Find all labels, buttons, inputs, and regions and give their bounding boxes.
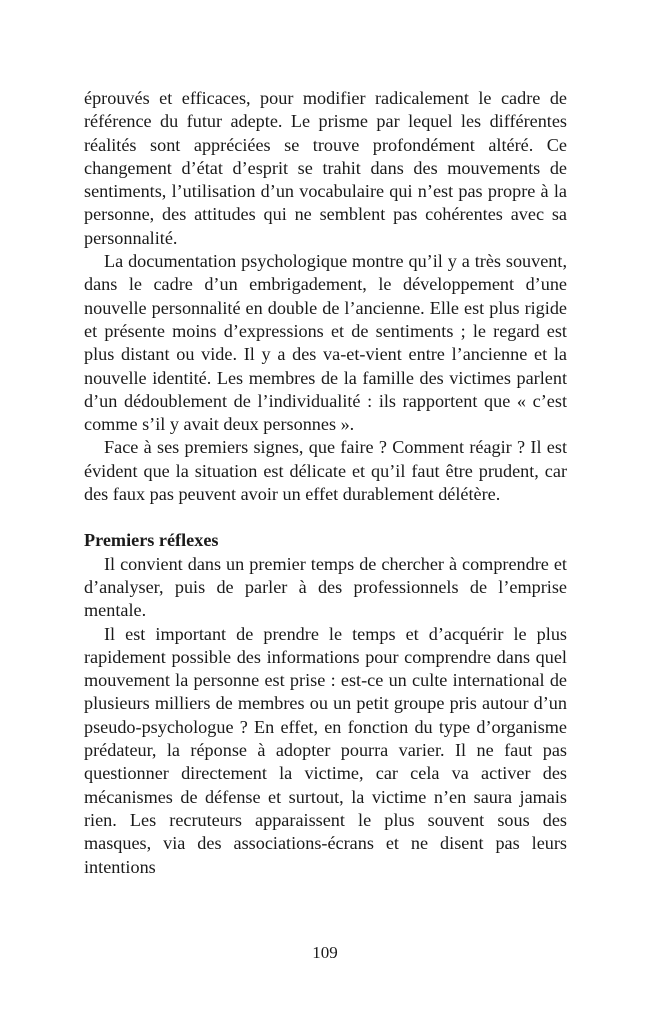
section-paragraph-1: Il convient dans un premier temps de chercher à comprendre et d’analyser, puis de parler à des professionnels de l’emprise mentale. [84, 553, 567, 621]
paragraph-2: La documentation psychologique montre qu’il y a très souvent, dans le cadre d’un embrigadement, le développement d’une nouvelle personnalité en double de l’ancienne. Elle est plus rigide et présente moins d’expressions et de sentiments ; le regard est plus distant ou vide. Il y a des va-et-vient entre l’ancienne et la nouvelle identité. Les membres de la famille des victimes parlent d’un dédoublement de l’individualité : ils rapportent que « c’est comme s’il y avait deux personnes ». [84, 251, 567, 435]
paragraph-3: Face à ses premiers signes, que faire ? Comment réagir ? Il est évident que la situation est délicate et qu’il faut être prudent, car des faux pas peuvent avoir un effet durablement délétère. [84, 437, 567, 505]
page-number: 109 [312, 943, 338, 962]
paragraph-1: éprouvés et efficaces, pour modifier radicalement le cadre de référence du futur adepte. Le prisme par lequel les différentes réalités sont appréciées se trouve profondément altéré. Ce changement d’état d’esprit se trahit dans des mouvements de sentiments, l’utilisation d’un vocabulaire qui n’est pas propre à la personne, des attitudes qui ne semblent pas cohérentes avec sa personnalité. [84, 88, 567, 248]
section-heading: Premiers réflexes [84, 530, 219, 551]
section-paragraph-2: Il est important de prendre le temps et d’acquérir le plus rapidement possible des informations pour comprendre dans quel mouvement la personne est prise : est-ce un culte international de plusieurs milliers de membres ou un petit groupe pris autour d’un pseudo-psychologue ? En effet, en fonction du type d’organisme prédateur, la réponse à adopter pourra varier. Il ne faut pas questionner directement la victime, car cela va activer des mécanismes de défense et surtout, la victime n’en saura jamais rien. Les recruteurs apparaissent le plus souvent sous des masques, via des associations-écrans et ne disent pas leurs intentions [84, 623, 567, 877]
page-body [84, 87, 567, 879]
